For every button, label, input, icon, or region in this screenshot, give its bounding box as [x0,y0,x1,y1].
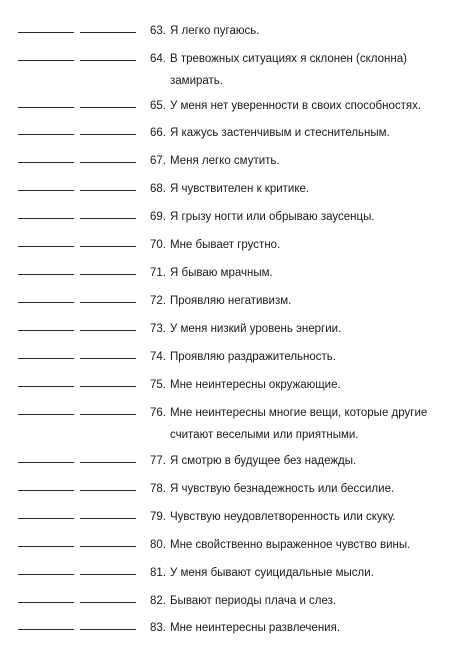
answer-blank-1[interactable] [18,602,74,603]
answer-blank-1[interactable] [18,107,74,108]
item-number: 63. [150,25,166,37]
item-number: 78. [150,483,166,495]
item-text: Я грызу ногти или обрываю заусенцы. [170,211,375,223]
answer-blank-1[interactable] [18,32,74,33]
item-number: 74. [150,351,166,363]
answer-blank-2[interactable] [80,386,136,387]
answer-blank-1[interactable] [18,462,74,463]
answer-blank-1[interactable] [18,629,74,630]
answer-blank-2[interactable] [80,302,136,303]
answer-blank-1[interactable] [18,546,74,547]
item-83 [0,621,450,661]
item-text: Мне свойственно выраженное чувство вины. [170,539,411,551]
answer-blank-2[interactable] [80,490,136,491]
item-number: 73. [150,323,166,335]
item-number: 69. [150,211,166,223]
item-text: Я легко пугаюсь. [170,25,260,37]
item-number: 77. [150,455,166,467]
item-text: Я чувствую безнадежность или бессилие. [170,483,395,495]
answer-blank-2[interactable] [80,107,136,108]
item-text: Чувствую неудовлетворенность или скуку. [170,511,396,523]
item-text: У меня нет уверенности в своих способностях. [170,100,422,112]
answer-blank-1[interactable] [18,60,74,61]
item-text: Мне бывает грустно. [170,239,281,251]
answer-blank-1[interactable] [18,574,74,575]
item-number: 72. [150,295,166,307]
item-number: 80. [150,539,166,551]
answer-blank-1[interactable] [18,246,74,247]
answer-blank-2[interactable] [80,358,136,359]
answer-blank-2[interactable] [80,162,136,163]
item-text: Проявляю негативизм. [170,295,292,307]
item-number: 67. [150,155,166,167]
item-76 [0,406,450,446]
answer-blank-1[interactable] [18,134,74,135]
answer-blank-1[interactable] [18,190,74,191]
item-text: Меня легко смутить. [170,155,280,167]
item-text: Мне неинтересны многие вещи, которые другие считают веселыми или приятными. [170,407,428,441]
answer-blank-2[interactable] [80,32,136,33]
item-text: Я чувствителен к критике. [170,183,310,195]
answer-blank-2[interactable] [80,462,136,463]
answer-blank-1[interactable] [18,218,74,219]
answer-blank-2[interactable] [80,546,136,547]
answer-blank-2[interactable] [80,330,136,331]
item-number: 64. [150,53,166,65]
answer-blank-1[interactable] [18,386,74,387]
item-text: Я бываю мрачным. [170,267,273,279]
answer-blank-2[interactable] [80,274,136,275]
answer-blank-2[interactable] [80,602,136,603]
item-text: В тревожных ситуациях я склонен (склонна) замирать. [170,53,407,87]
item-number: 81. [150,567,166,579]
item-text: У меня низкий уровень энергии. [170,323,342,335]
answer-blank-2[interactable] [80,218,136,219]
item-number: 68. [150,183,166,195]
answer-blank-2[interactable] [80,414,136,415]
item-number: 76. [150,407,166,419]
item-number: 79. [150,511,166,523]
item-text: Я кажусь застенчивым и стеснительным. [170,127,390,139]
item-number: 75. [150,379,166,391]
item-number: 71. [150,267,166,279]
item-text: Бывают периоды плача и слез. [170,595,337,607]
answer-blank-1[interactable] [18,490,74,491]
answer-blank-2[interactable] [80,518,136,519]
answer-blank-1[interactable] [18,330,74,331]
answer-blank-1[interactable] [18,414,74,415]
answer-blank-2[interactable] [80,134,136,135]
item-number: 70. [150,239,166,251]
answer-blank-1[interactable] [18,162,74,163]
answer-blank-2[interactable] [80,629,136,630]
answer-blank-2[interactable] [80,246,136,247]
item-text: Мне неинтересны окружающие. [170,379,341,391]
answer-blank-2[interactable] [80,190,136,191]
item-number: 83. [150,622,166,634]
answer-blank-2[interactable] [80,574,136,575]
item-text: У меня бывают суицидальные мысли. [170,567,374,579]
item-number: 82. [150,595,166,607]
answer-blank-2[interactable] [80,60,136,61]
item-64 [0,52,450,92]
answer-blank-1[interactable] [18,518,74,519]
item-text: Мне неинтересны развлечения. [170,622,341,634]
item-text: Проявляю раздражительность. [170,351,336,363]
item-number: 66. [150,127,166,139]
item-text: Я смотрю в будущее без надежды. [170,455,357,467]
answer-blank-1[interactable] [18,358,74,359]
answer-blank-1[interactable] [18,302,74,303]
answer-blank-1[interactable] [18,274,74,275]
item-number: 65. [150,100,166,112]
